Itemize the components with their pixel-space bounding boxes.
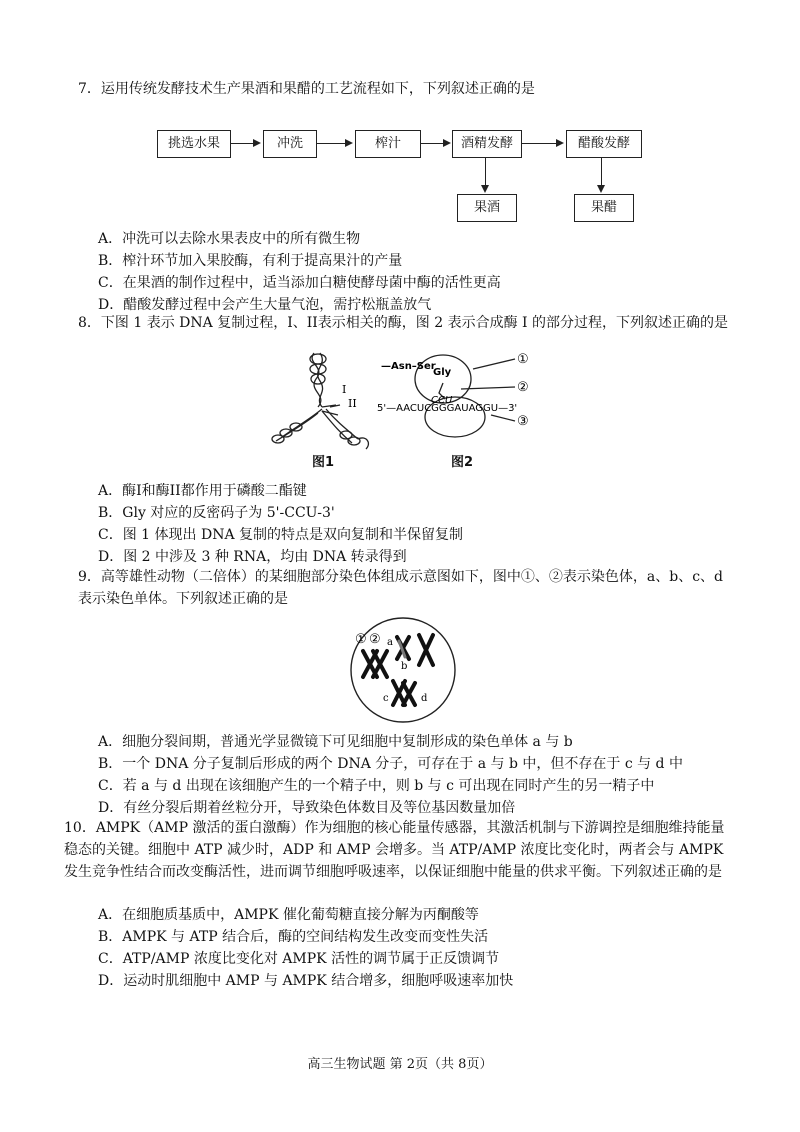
q9-option-d: D．有丝分裂后期着丝粒分开，导致染色体数目及等位基因数量加倍 xyxy=(98,800,516,816)
flow-step-2: 冲洗 xyxy=(263,130,317,158)
q9-option-c: C．若 a 与 d 出现在该细胞产生的一个精子中，则 b 与 c 可出现在同时产生的另一精子中 xyxy=(98,778,655,794)
flow-step-4: 酒精发酵 xyxy=(452,130,522,158)
flow-step-1: 挑选水果 xyxy=(157,130,231,158)
q10-option-a: A．在细胞质基质中，AMPK 催化葡萄糖直接分解为丙酮酸等 xyxy=(98,907,479,923)
q7-option-d: D．醋酸发酵过程中会产生大量气泡，需拧松瓶盖放气 xyxy=(98,297,432,313)
label-a: a xyxy=(387,637,393,648)
q9-option-b: B．一个 DNA 分子复制后形成的两个 DNA 分子，可存在于 a 与 b 中，但不存在于 c 与 d 中 xyxy=(98,756,683,772)
anticodon-text: CCU xyxy=(431,395,453,406)
q10-option-b: B．AMPK 与 ATP 结合后，酶的空间结构发生改变而变性失活 xyxy=(98,929,489,945)
enzyme-2-label: II xyxy=(348,397,357,410)
q9-stem: 9．高等雄性动物（二倍体）的某细胞部分染色体组成示意图如下，图中①、②表示染色体，a、b、c、d 表示染色单体。下列叙述正确的是 xyxy=(78,569,724,607)
q8-option-a: A．酶I和酶II都作用于磷酸二酯键 xyxy=(98,483,307,499)
q7-option-a: A．冲洗可以去除水果表皮中的所有微生物 xyxy=(98,231,361,247)
label-c: c xyxy=(383,693,389,704)
mrna-text: 5'—AACUCGGGAUAGGU—3' xyxy=(377,403,518,414)
page-footer: 高三生物试题 第 2页（共 8页） xyxy=(307,1057,493,1072)
q10-option-c: C．ATP/AMP 浓度比变化对 AMPK 活性的调节属于正反馈调节 xyxy=(98,951,500,967)
mark-3: ③ xyxy=(517,414,529,429)
enzyme-1-label: I xyxy=(342,383,347,396)
mark-2: ② xyxy=(517,380,529,395)
figure-1-dna-replication xyxy=(262,345,392,455)
q8-option-b: B．Gly 对应的反密码子为 5'-CCU-3' xyxy=(98,505,335,521)
label-chromosome-2: ② xyxy=(369,632,381,647)
figure-2-translation xyxy=(375,345,555,450)
label-chromosome-1: ① xyxy=(355,632,367,647)
flow-step-5: 醋酸发酵 xyxy=(566,130,642,158)
peptide-text: —Asn–Ser xyxy=(381,361,436,372)
q8-stem: 8．下图 1 表示 DNA 复制过程，I、II表示相关的酶，图 2 表示合成酶 I 的部分过程，下列叙述正确的是 xyxy=(78,315,729,331)
q9-option-a: A．细胞分裂间期，普通光学显微镜下可见细胞中复制形成的染色单体 a 与 b xyxy=(98,734,573,750)
q7-option-c: C．在果酒的制作过程中，适当添加白糖使酵母菌中酶的活性更高 xyxy=(98,275,501,291)
label-d: d xyxy=(421,693,428,704)
q10-option-d: D．运动时肌细胞中 AMP 与 AMPK 结合增多，细胞呼吸速率加快 xyxy=(98,973,514,989)
q8-option-d: D．图 2 中涉及 3 种 RNA，均由 DNA 转录得到 xyxy=(98,549,407,565)
label-b: b xyxy=(401,661,408,672)
mark-1: ① xyxy=(517,352,529,367)
figure-1-label: 图1 xyxy=(312,455,335,470)
q8-option-c: C．图 1 体现出 DNA 复制的特点是双向复制和半保留复制 xyxy=(98,527,464,543)
q10-stem: 10．AMPK（AMP 激活的蛋白激酶）作为细胞的核心能量传感器，其激活机制与下游调控是细胞维持能量稳态的关键。细胞中 ATP 减少时，ADP 和 AMP 会增多。当 ATP/AMP 浓度比变化时，两者会与 AMPK 发生竞争性结合而改变酶活性，进而调节细胞呼吸速率，以保证细胞中能量的供求平衡。下列叙述正确的是 xyxy=(64,820,725,880)
figure-2-label: 图2 xyxy=(451,455,474,470)
q7-option-b: B．榨汁环节加入果胶酶，有利于提高果汁的产量 xyxy=(98,253,403,269)
q7-stem: 7．运用传统发酵技术生产果酒和果醋的工艺流程如下，下列叙述正确的是 xyxy=(78,81,535,97)
product-vinegar: 果醋 xyxy=(574,194,634,222)
figure-cell-chromosomes xyxy=(343,615,463,725)
gly-text: Gly xyxy=(433,367,452,378)
product-wine: 果酒 xyxy=(457,194,517,222)
flow-step-3: 榨汁 xyxy=(355,130,421,158)
